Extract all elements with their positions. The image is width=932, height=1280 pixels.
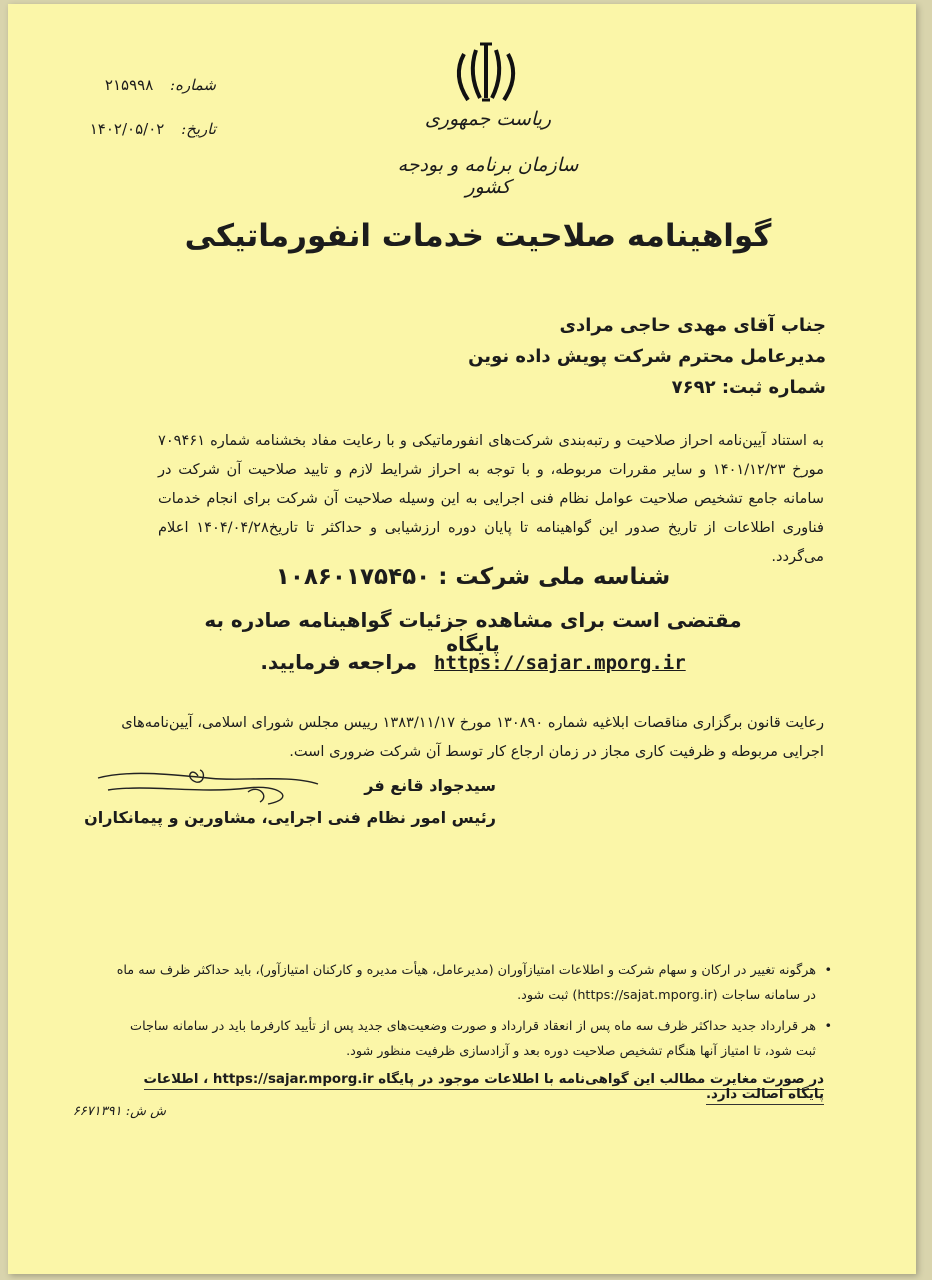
letter-date-value: ۱۴۰۲/۰۵/۰۲ (89, 120, 165, 138)
bullet-icon: • (824, 963, 832, 978)
authenticity-suffix: ، اطلاعات پایگاه اصالت دارد. (143, 1072, 824, 1102)
document-title: گواهینامه صلاحیت خدمات انفورماتیکی (184, 218, 772, 254)
authenticity-prefix: در صورت مغایرت مطالب این گواهی‌نامه با اطلاعات موجود در پایگاه (378, 1072, 824, 1087)
notes-list (108, 958, 832, 1070)
serial-code-value: ۶۶۷۱۳۹۱ (72, 1104, 122, 1119)
national-id (208, 564, 738, 590)
portal-instruction: مقتضی است برای مشاهده جزئیات گواهینامه صادره به پایگاه (204, 608, 742, 656)
certificate-page (8, 4, 916, 1274)
bullet-icon: • (824, 1019, 832, 1034)
national-id-value: ۱۰۸۶۰۱۷۵۴۵۰ (275, 564, 431, 590)
addressee-name: جناب آقای مهدی حاجی مرادی (559, 315, 826, 336)
iran-emblem-icon (446, 40, 526, 106)
portal-url-link[interactable]: https://sajar.mporg.ir (434, 652, 686, 674)
portal-suffix: مراجعه فرمایید. (260, 650, 418, 674)
note-item (108, 958, 832, 1008)
addressee-position: مدیرعامل محترم شرکت پویش داده نوین (468, 346, 826, 367)
org-line-presidency: ریاست جمهوری (424, 108, 552, 130)
portal-url-line (208, 650, 748, 674)
note-item (108, 1014, 832, 1064)
national-id-label: شناسه ملی شرکت : (438, 564, 671, 590)
letter-number-label: شماره: (170, 76, 216, 94)
serial-code-label: ش ش: (125, 1104, 166, 1119)
authenticity-url-link[interactable]: https://sajar.mporg.ir (212, 1072, 374, 1087)
letter-date-label: تاریخ: (181, 120, 216, 138)
law-paragraph: رعایت قانون برگزاری مناقصات ابلاغیه شماره ۱۳۰۸۹۰ مورخ ۱۳۸۳/۱۱/۱۷ رییس مجلس شورای اسلامی، آیین‌نامه‌های اجرایی مربوطه و ظرفیت کاری مجاز در زمان ارجاع کار توسط آن شرکت ضروری است. (121, 714, 824, 760)
note-text: هر قرارداد جدید حداکثر ظرف سه ماه پس از انعقاد قرارداد و صورت وضعیت‌های جدید پس از تأیید کارفرما باید در سامانه ساجات ثبت شود، تا امتیاز آنها هنگام تشخیص صلاحیت دوره بعد و آزادسازی ظرفیت منظور شود. (130, 1019, 816, 1059)
letter-date (90, 120, 216, 138)
letter-number-value: ۲۱۵۹۹۸ (104, 76, 154, 94)
addressee-block (468, 310, 826, 403)
note-text: هرگونه تغییر در ارکان و سهام شرکت و اطلاعات امتیازآوران (مدیرعامل، هیأت مدیره و کارکنان امتیازآور)، باید حداکثر ظرف سه ماه در سامانه ساجات (https://sajat.mporg.ir) ثبت شود. (116, 963, 816, 1003)
signatory-title: رئیس امور نظام فنی اجرایی، مشاورین و پیمانکاران (84, 808, 496, 827)
serial-code (73, 1104, 166, 1119)
signatory-name: سیدجواد قانع فر (364, 776, 496, 795)
authenticity-note (118, 1072, 824, 1102)
body-paragraph: به استناد آیین‌نامه احراز صلاحیت و رتبه‌بندی شرکت‌های انفورماتیکی و با رعایت مفاد بخشنامه شماره ۷۰۹۴۶۱ مورخ ۱۴۰۱/۱۲/۲۳ و سایر مقررات مربوطه، و با توجه به احراز شرایط لازم و تایید صلاحیت آن شرکت در سامانه جامع تشخیص صلاحیت عوامل نظام فنی اجرایی به این وسیله صلاحیت آن شرکت برای انجام خدمات فناوری اطلاعات از تاریخ صدور این گواهینامه تا پایان دوره ارزشیابی و حداکثر تا تاریخ۱۴۰۴/۰۴/۲۸ اعلام می‌گردد. (158, 432, 824, 565)
letter-number (105, 76, 216, 94)
registration-number: شماره ثبت: ۷۶۹۲ (671, 377, 826, 398)
org-line-budget-organization: سازمان برنامه و بودجه کشور (397, 154, 579, 198)
